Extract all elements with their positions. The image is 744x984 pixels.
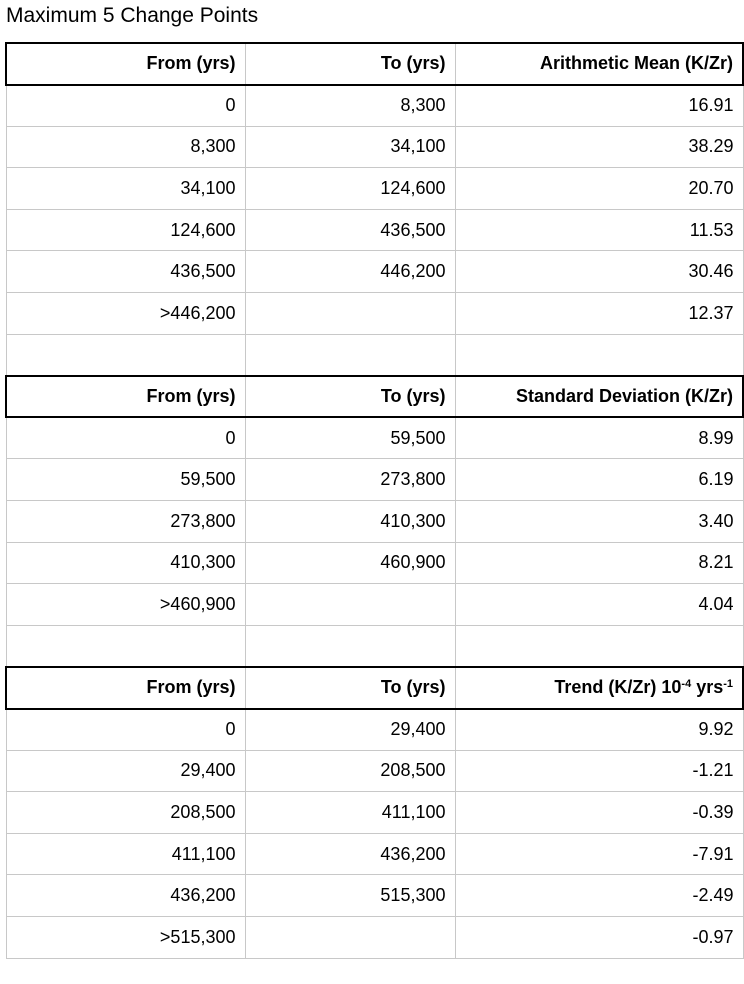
empty-cell[interactable] <box>245 625 455 667</box>
table-row <box>6 542 743 584</box>
cell-from[interactable]: >446,200 <box>6 293 245 335</box>
table-row <box>6 792 743 834</box>
cell-to[interactable]: 273,800 <box>245 459 455 501</box>
cell-from[interactable]: 29,400 <box>6 750 245 792</box>
header-cell-to[interactable]: To (yrs) <box>245 376 455 418</box>
cell-from[interactable]: 59,500 <box>6 459 245 501</box>
empty-cell[interactable] <box>455 334 743 376</box>
cell-value[interactable]: 4.04 <box>455 584 743 626</box>
header-row-standard-deviation <box>6 376 743 418</box>
table-row <box>6 209 743 251</box>
cell-value[interactable]: 20.70 <box>455 168 743 210</box>
trend-header-unit: yrs <box>691 677 724 698</box>
header-cell-standard-deviation[interactable]: Standard Deviation (K/Zr) <box>455 376 743 418</box>
cell-to[interactable]: 8,300 <box>245 85 455 127</box>
table-row <box>6 501 743 543</box>
table-row <box>6 584 743 626</box>
cell-from[interactable]: 0 <box>6 417 245 459</box>
cell-to[interactable]: 436,200 <box>245 833 455 875</box>
table-row <box>6 916 743 958</box>
header-cell-from[interactable]: From (yrs) <box>6 43 245 85</box>
cell-value[interactable]: 8.21 <box>455 542 743 584</box>
table-row <box>6 417 743 459</box>
cell-value[interactable]: 30.46 <box>455 251 743 293</box>
cell-from[interactable]: 0 <box>6 85 245 127</box>
cell-value[interactable]: -0.97 <box>455 916 743 958</box>
cell-to[interactable]: 446,200 <box>245 251 455 293</box>
table-row <box>6 251 743 293</box>
trend-header-unit-exponent: -1 <box>723 678 733 691</box>
cell-value[interactable]: 11.53 <box>455 209 743 251</box>
cell-value[interactable]: 12.37 <box>455 293 743 335</box>
cell-to[interactable]: 436,500 <box>245 209 455 251</box>
empty-row <box>6 334 743 376</box>
cell-value[interactable]: 38.29 <box>455 126 743 168</box>
cell-to[interactable]: 208,500 <box>245 750 455 792</box>
trend-header-text: Trend (K/Zr) 10 <box>554 677 682 698</box>
cell-value[interactable]: 6.19 <box>455 459 743 501</box>
header-cell-to[interactable]: To (yrs) <box>245 667 455 709</box>
cell-from[interactable]: 124,600 <box>6 209 245 251</box>
header-cell-from[interactable]: From (yrs) <box>6 376 245 418</box>
table-row <box>6 126 743 168</box>
cell-value[interactable]: -0.39 <box>455 792 743 834</box>
trend-header-exponent: -4 <box>681 678 692 691</box>
table-row <box>6 709 743 751</box>
cell-from[interactable]: >515,300 <box>6 916 245 958</box>
cell-value[interactable]: 8.99 <box>455 417 743 459</box>
empty-cell[interactable] <box>455 625 743 667</box>
header-row-arithmetic-mean <box>6 43 743 85</box>
cell-from[interactable]: 208,500 <box>6 792 245 834</box>
header-row-trend <box>6 667 743 709</box>
cell-to[interactable] <box>245 916 455 958</box>
cell-to[interactable] <box>245 293 455 335</box>
cell-value[interactable]: 16.91 <box>455 85 743 127</box>
table-row <box>6 750 743 792</box>
cell-value[interactable]: -1.21 <box>455 750 743 792</box>
table-row <box>6 168 743 210</box>
header-cell-trend[interactable] <box>455 667 743 709</box>
table-row <box>6 459 743 501</box>
cell-from[interactable]: 34,100 <box>6 168 245 210</box>
table-row <box>6 833 743 875</box>
cell-to[interactable]: 460,900 <box>245 542 455 584</box>
cell-from[interactable]: 0 <box>6 709 245 751</box>
sheet-title: Maximum 5 Change Points <box>6 4 259 27</box>
cell-from[interactable]: 411,100 <box>6 833 245 875</box>
cell-to[interactable] <box>245 584 455 626</box>
cell-from[interactable]: >460,900 <box>6 584 245 626</box>
table-row <box>6 85 743 127</box>
table-row <box>6 293 743 335</box>
header-cell-to[interactable]: To (yrs) <box>245 43 455 85</box>
change-points-table <box>5 42 744 959</box>
cell-to[interactable]: 29,400 <box>245 709 455 751</box>
cell-to[interactable]: 410,300 <box>245 501 455 543</box>
empty-cell[interactable] <box>6 625 245 667</box>
cell-from[interactable]: 436,200 <box>6 875 245 917</box>
cell-to[interactable]: 515,300 <box>245 875 455 917</box>
cell-from[interactable]: 436,500 <box>6 251 245 293</box>
cell-to[interactable]: 124,600 <box>245 168 455 210</box>
header-cell-from[interactable]: From (yrs) <box>6 667 245 709</box>
cell-value[interactable]: 3.40 <box>455 501 743 543</box>
empty-cell[interactable] <box>245 334 455 376</box>
empty-cell[interactable] <box>6 334 245 376</box>
cell-to[interactable]: 411,100 <box>245 792 455 834</box>
header-cell-arithmetic-mean[interactable]: Arithmetic Mean (K/Zr) <box>455 43 743 85</box>
cell-from[interactable]: 273,800 <box>6 501 245 543</box>
empty-row <box>6 625 743 667</box>
cell-from[interactable]: 8,300 <box>6 126 245 168</box>
cell-value[interactable]: 9.92 <box>455 709 743 751</box>
cell-from[interactable]: 410,300 <box>6 542 245 584</box>
cell-to[interactable]: 59,500 <box>245 417 455 459</box>
cell-value[interactable]: -7.91 <box>455 833 743 875</box>
cell-to[interactable]: 34,100 <box>245 126 455 168</box>
table-row <box>6 875 743 917</box>
cell-value[interactable]: -2.49 <box>455 875 743 917</box>
